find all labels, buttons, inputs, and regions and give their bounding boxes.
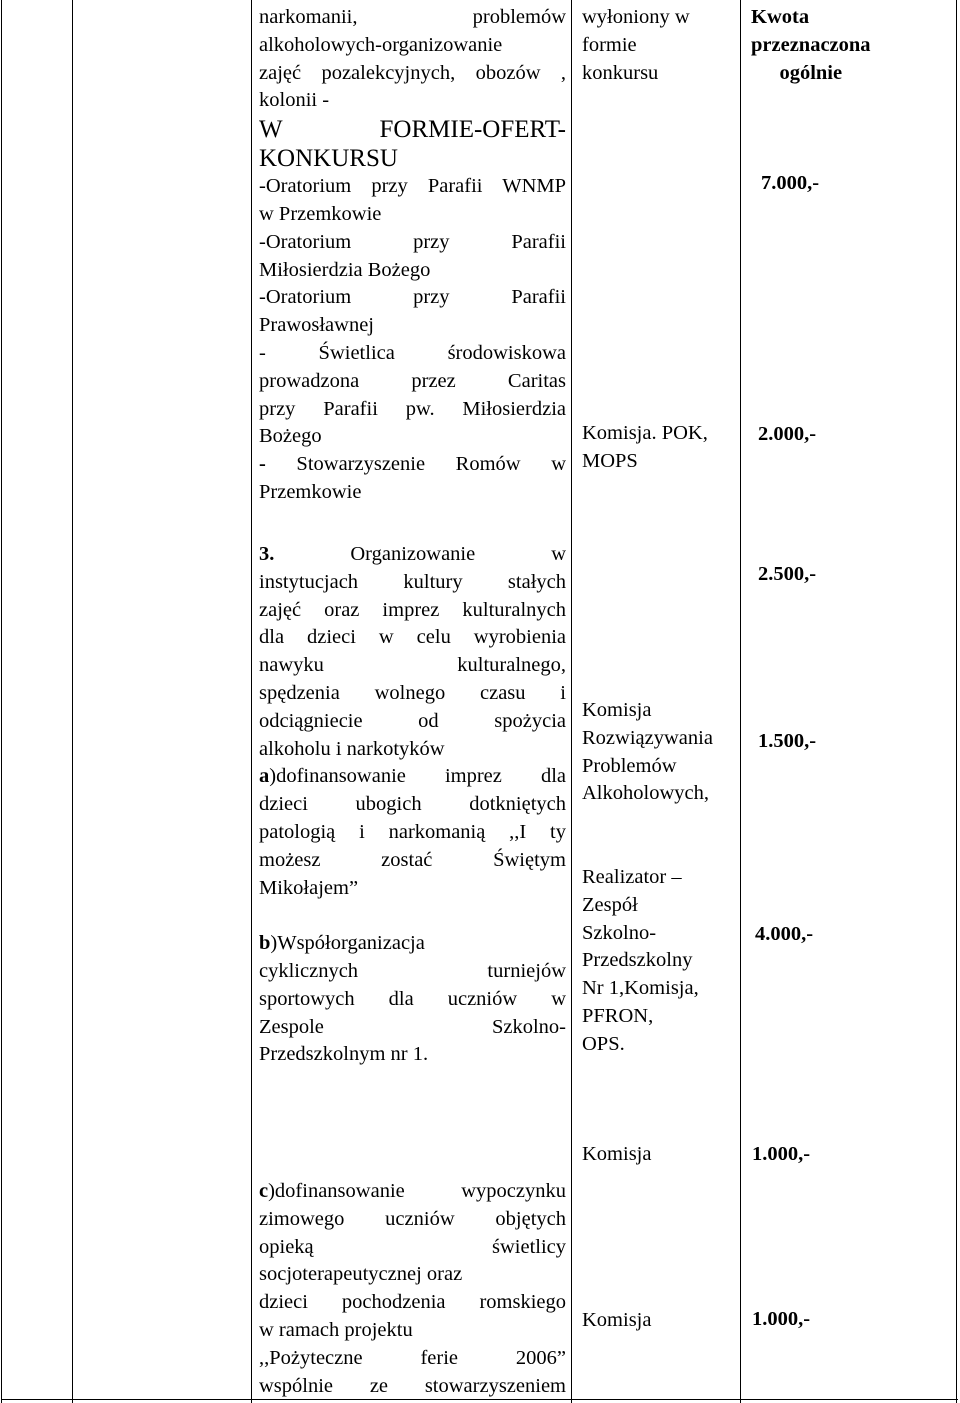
kwota-header-line: przeznaczona	[751, 33, 871, 56]
item-letter: b	[259, 932, 271, 955]
text-line: odciągniecie od spożycia	[259, 709, 566, 732]
kwota-header-line: ogólnie	[779, 61, 843, 84]
text-line: dla dzieci w celu wyrobienia	[259, 626, 566, 649]
text-line: opieką świetlicy	[259, 1235, 566, 1258]
text-line: sportowych dla uczniów w	[259, 987, 566, 1010]
realizer-line: konkursu	[582, 61, 659, 84]
amount: 1.000,-	[752, 1308, 811, 1330]
text-fragment: Stowarzyszenie Romów w	[265, 453, 566, 476]
text-line: Zespole Szkolno-	[259, 1015, 566, 1038]
kwota-header	[751, 4, 871, 87]
description-block-2	[259, 541, 566, 1069]
text-fragment: )Współorganizacja	[270, 932, 425, 955]
text-line: dzieci ubogich dotkniętych	[259, 793, 566, 816]
text-line: ,,Pożyteczne ferie 2006”	[259, 1346, 566, 1369]
text-line: cyklicznych turniejów	[259, 959, 566, 982]
realizer-line: formie	[582, 33, 637, 56]
text-line: narkomanii, problemów	[259, 6, 566, 28]
text-line: w ramach projektu	[259, 1318, 413, 1341]
amount: 1.000,-	[752, 1143, 811, 1165]
text-line: -Oratorium przy Parafii	[259, 286, 566, 309]
realizer-line: OPS.	[582, 1032, 625, 1055]
realizer-line: Szkolno-	[582, 921, 657, 944]
text-line: socjoterapeutycznej oraz	[259, 1263, 463, 1286]
item-number: 3.	[259, 543, 275, 565]
text-line: przy Parafii pw. Miłosierdzia	[259, 397, 566, 420]
text-fragment: Organizowanie w	[274, 543, 566, 565]
bold-dash: -	[259, 453, 266, 476]
amount: 2.500,-	[758, 563, 817, 585]
item-letter: a	[259, 765, 270, 788]
table-border-right	[956, 0, 957, 1403]
text-line: w Przemkowie	[259, 202, 382, 225]
text-line: wspólnie ze stowarzyszeniem	[259, 1374, 566, 1397]
amount: 1.500,-	[758, 730, 817, 752]
text-line: prowadzona przez Caritas	[259, 369, 566, 392]
realizer-line: Zespół	[582, 893, 638, 916]
text-line: kolonii -	[259, 89, 330, 112]
realizer-block-2-a	[582, 697, 737, 808]
text-line: Przemkowie	[259, 480, 362, 503]
text-line: -Oratorium przy Parafii	[259, 230, 566, 253]
table-rule-col3	[571, 0, 572, 1403]
text-line: alkoholowych-organizowanie	[259, 33, 503, 56]
realizer-line: Alkoholowych,	[582, 782, 709, 805]
text-line	[259, 930, 566, 958]
text-line	[259, 451, 566, 479]
spacer	[259, 902, 566, 930]
description-block-1	[259, 4, 566, 507]
realizer-block-3-b: Komisja	[582, 1309, 652, 1331]
text-line: spędzenia wolnego czasu i	[259, 681, 566, 704]
realizer-block-3-a: Komisja	[582, 1143, 652, 1165]
amount: 4.000,-	[755, 923, 814, 945]
realizer-line: Rozwiązywania	[582, 726, 713, 749]
section-heading: W FORMIE-OFERT-	[259, 116, 566, 144]
table-rule-col2	[251, 0, 252, 1403]
table-rule-col1	[72, 0, 73, 1403]
text-line: instytucjach kultury stałych	[259, 570, 566, 593]
text-line: nawyku kulturalnego,	[259, 654, 566, 677]
text-fragment: )dofinansowanie imprez dla	[269, 765, 566, 788]
realizer-line: Problemów	[582, 754, 677, 777]
text-line: alkoholu i narkotyków	[259, 737, 445, 760]
text-line: Przedszkolnym nr 1.	[259, 1043, 429, 1066]
text-fragment: )dofinansowanie wypoczynku	[268, 1180, 566, 1202]
realizer-block-1-bottom	[582, 420, 737, 476]
realizer-line: Komisja	[582, 699, 652, 721]
text-line: zajęć pozalekcyjnych, obozów ,	[259, 61, 566, 84]
text-line	[259, 541, 566, 569]
section-heading: KONKURSU	[259, 145, 398, 173]
text-line: Bożego	[259, 425, 322, 448]
realizer-line: Przedszkolny	[582, 949, 693, 972]
realizer-line: PFRON,	[582, 1004, 654, 1027]
text-line: Mikołajem”	[259, 876, 359, 899]
realizer-line: MOPS	[582, 449, 638, 472]
text-line	[259, 763, 566, 791]
amount: 2.000,-	[758, 423, 817, 445]
text-line: -Oratorium przy Parafii WNMP	[259, 175, 566, 198]
realizer-line: Nr 1,Komisja,	[582, 977, 699, 1000]
realizer-line: wyłoniony w	[582, 6, 690, 28]
text-line: zimowego uczniów objętych	[259, 1207, 566, 1230]
table-border-left	[1, 0, 2, 1403]
text-line: zajęć oraz imprez kulturalnych	[259, 598, 566, 621]
text-line: patologią i narkomanią ,,I ty	[259, 820, 566, 843]
text-line	[259, 1178, 566, 1206]
text-line: dzieci pochodzenia romskiego	[259, 1291, 566, 1314]
item-letter: c	[259, 1180, 269, 1202]
realizer-line: Realizator –	[582, 866, 682, 888]
table-rule-col4	[740, 0, 741, 1403]
text-line: Prawosławnej	[259, 314, 375, 337]
realizer-block-1-top	[582, 4, 737, 87]
realizer-block-2-b	[582, 864, 737, 1059]
realizer-line: Komisja. POK,	[582, 422, 708, 444]
description-block-3	[259, 1178, 566, 1400]
amount: 7.000,-	[761, 172, 820, 194]
text-line: Miłosierdzia Bożego	[259, 258, 431, 281]
text-line: - Świetlica środowiskowa	[259, 341, 566, 364]
kwota-header-line: Kwota	[751, 6, 810, 28]
text-line: możesz zostać Świętym	[259, 848, 566, 871]
